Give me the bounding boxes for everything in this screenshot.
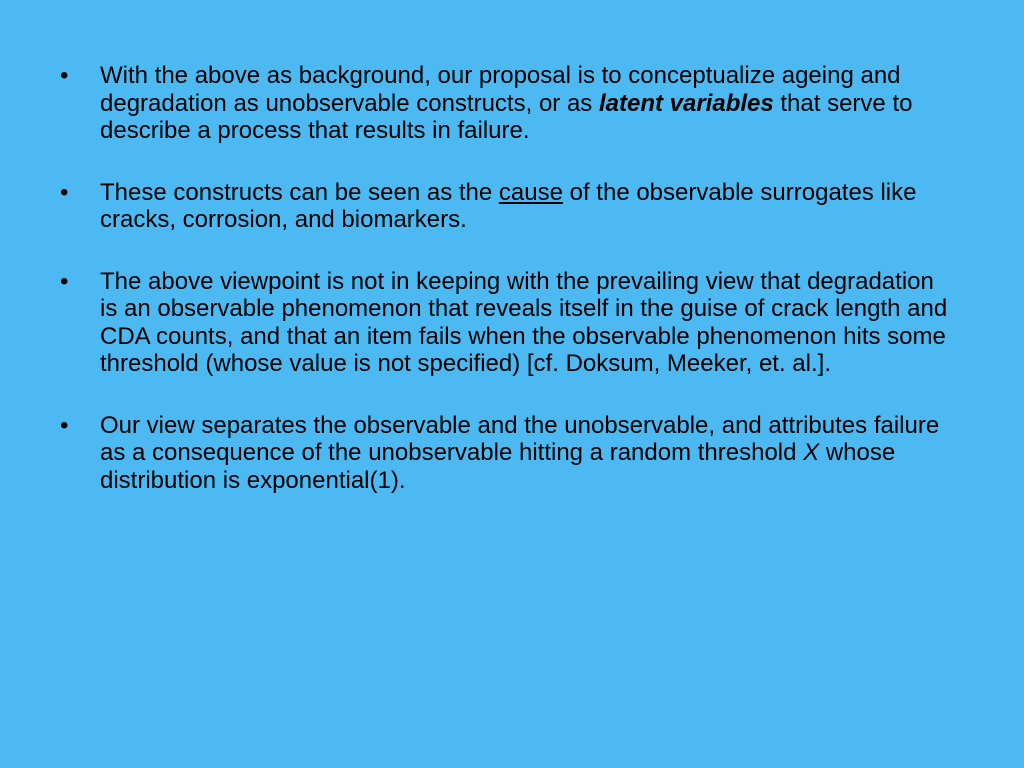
bullet-item — [60, 179, 950, 234]
bullet-text-segment: of the observable surrogates like cracks, corrosion, and biomarkers. — [100, 178, 917, 233]
bullet-text — [100, 62, 912, 144]
bullet-text-segment: Our view separates the observable and the unobservable, and attributes failure as a consequence of the unobservable hitting a random threshold — [100, 411, 940, 466]
bullet-text — [100, 268, 947, 378]
bullet-dot-icon: • — [60, 178, 69, 206]
emphasis-latent-variables: latent variables — [598, 89, 774, 117]
bullet-text-segment: These constructs can be seen as the — [100, 178, 499, 206]
bullet-text-segment: With the above as background, our proposal is to conceptualize ageing and degradation as unobservable constructs, or as — [100, 62, 901, 117]
bullet-text-segment: The above viewpoint is not in keeping with the prevailing view that degradation is an observable phenomenon that reveals itself in the guise of crack length and CDA counts, and that an item fails when the observable phenomenon hits some threshold (whose value is not specified) [cf. Doksum, Meeker, et. al.]. — [100, 267, 948, 377]
bullet-dot-icon: • — [60, 267, 69, 295]
bullet-list — [60, 62, 950, 528]
bullet-text-segment: that serve to describe a process that results in failure. — [100, 89, 913, 144]
bullet-dot-icon: • — [60, 411, 69, 439]
bullet-item — [60, 412, 950, 495]
bullet-text-segment: whose distribution is exponential(1). — [100, 439, 896, 494]
bullet-text — [100, 179, 916, 234]
bullet-dot-icon: • — [60, 62, 69, 89]
bullet-item — [60, 268, 950, 378]
underlined-cause: cause — [498, 178, 563, 206]
bullet-item — [60, 62, 950, 145]
italic-variable-x: X — [803, 439, 820, 466]
bullet-text — [100, 412, 939, 494]
